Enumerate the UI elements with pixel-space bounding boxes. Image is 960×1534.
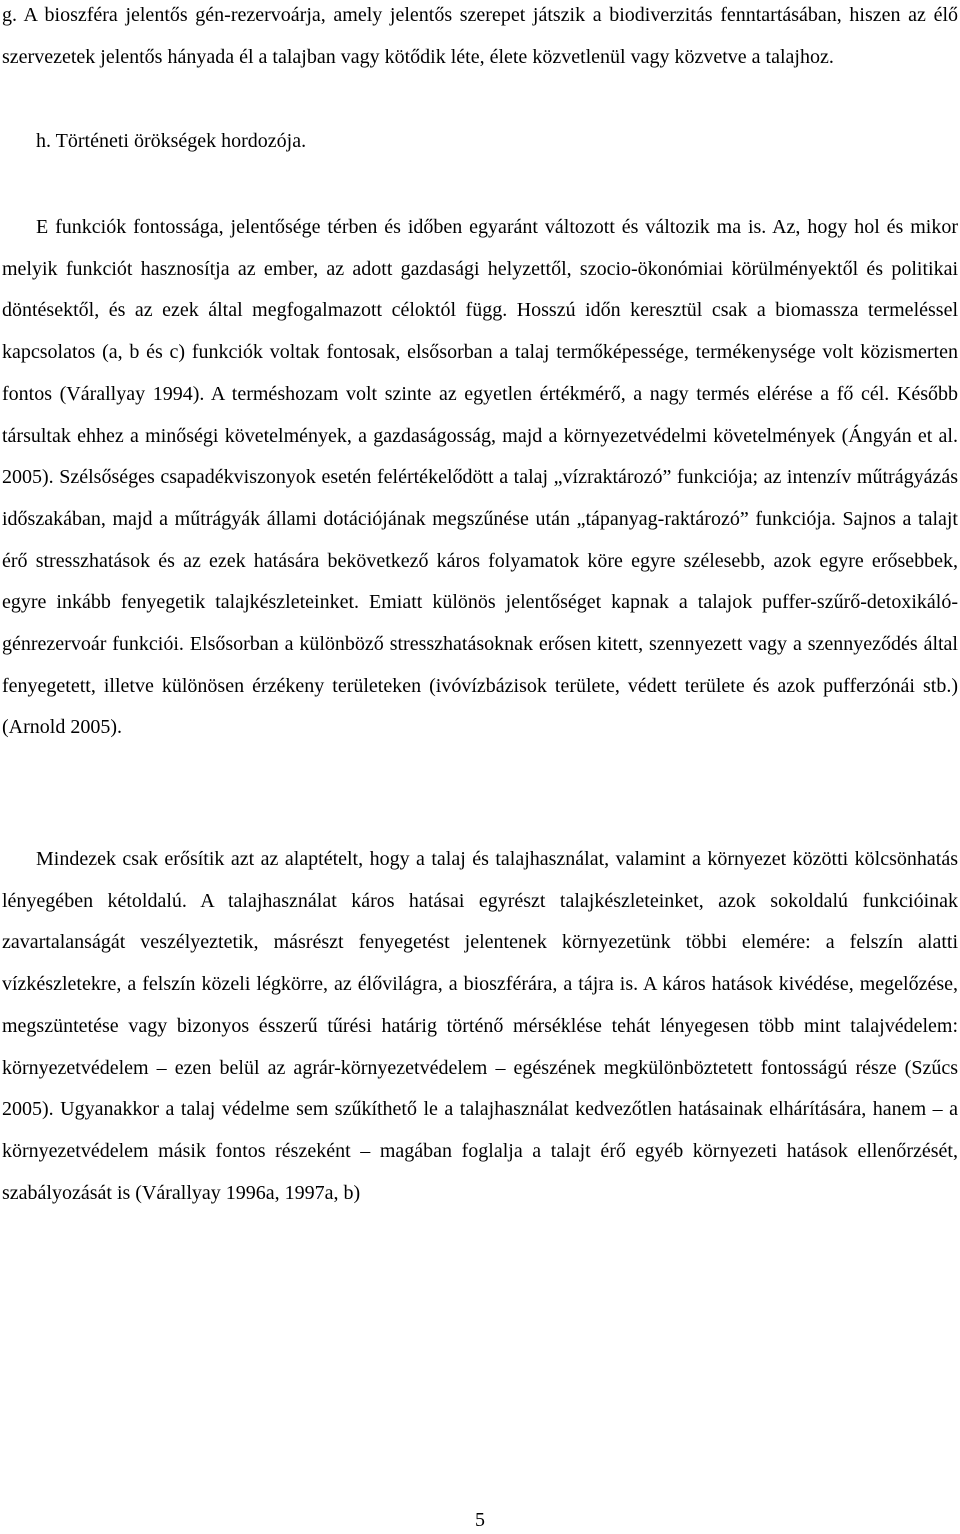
list-item-g: g. A bioszféra jelentős gén-rezervoárja, amely jelentős szerepet játszik a biodiverzitás fenntartásában, hiszen az élő szervezetek jelentős hányada él a talajban vagy kötődik léte, élete közvetlenül vagy közvetve a talajhoz. [2, 4, 958, 68]
document-page [2, 0, 958, 1530]
paragraph-soil-functions: E funkciók fontossága, jelentősége térben és időben egyaránt változott és változik ma is. Az, hogy hol és mikor melyik funkciót hasznosítja az ember, az adott gazdasági helyzettől, szocio-ökonómiai körülményektől és politikai döntésektől, és az ezek által megfogalmazott céloktól függ. Hosszú időn keresztül csak a biomassza termeléssel kapcsolatos (a, b és c) funkciók voltak fontosak, elsősorban a talaj termőképessége, termékenysége volt közismerten fontos (Várallyay 1994). A terméshozam volt szinte az egyetlen értékmérő, a nagy termés elérése a fő cél. Később társultak ehhez a minőségi követelmények, a gazdaságosság, majd a környezetvédelmi követelmények (Ángyán et al. 2005). Szélsőséges csapadékviszonyok esetén felértékelődött a talaj „vízraktározó” funkciója; az intenzív műtrágyázás időszakában, majd a műtrágyák állami dotációjának megszűnése után „tápanyag-raktározó” funkciója. Sajnos a talajt érő stresszhatások és az ezek hatására bekövetkező káros folyamatok köre egyre szélesebb, azok egyre erősebbek, egyre inkább fenyegetik talajkészleteinket. Emiatt különös jelentőséget kapnak a talajok puffer-szűrő-detoxikáló-génrezervoár funkciói. Elsősorban a különböző stresszhatásoknak erősen kitett, szennyezett vagy a szennyeződés által fenyegetett, illetve különösen érzékeny területeken (ivóvízbázisok területe, védett területe és azok pufferzónái stb.) (Arnold 2005). [2, 216, 958, 739]
paragraph-soil-environment-interaction: Mindezek csak erősítik azt az alaptételt, hogy a talaj és talajhasználat, valamint a környezet közötti kölcsönhatás lényegében kétoldalú. A talajhasználat káros hatásai egyrészt talajkészleteinket, azok sokoldalú funkcióinak zavartalanságát veszélyeztetik, másrészt fenyegetést jelentenek környezetünk többi elemére: a felszín alatti vízkészletekre, a felszín közeli légkörre, az élővilágra, a bioszférára, a tájra is. A káros hatások kivédése, megelőzése, megszüntetése vagy bizonyos ésszerű tűrési határig történő mérséklése tehát lényegesen több mint talajvédelem: környezetvédelem – ezen belül az agrár-környezetvédelem – egészének megkülönböztetett fontosságú része (Szűcs 2005). Ugyanakkor a talaj védelme sem szűkíthető le a talajhasználat kedvezőtlen hatásainak elhárítására, hanem – a környezetvédelem másik fontos részeként – magában foglalja a talajt érő egyéb környezeti hatások ellenőrzését, szabályozását is (Várallyay 1996a, 1997a, b) [2, 848, 958, 1204]
list-item-h: h. Történeti örökségek hordozója. [36, 130, 307, 152]
page-number: 5 [475, 1509, 485, 1531]
